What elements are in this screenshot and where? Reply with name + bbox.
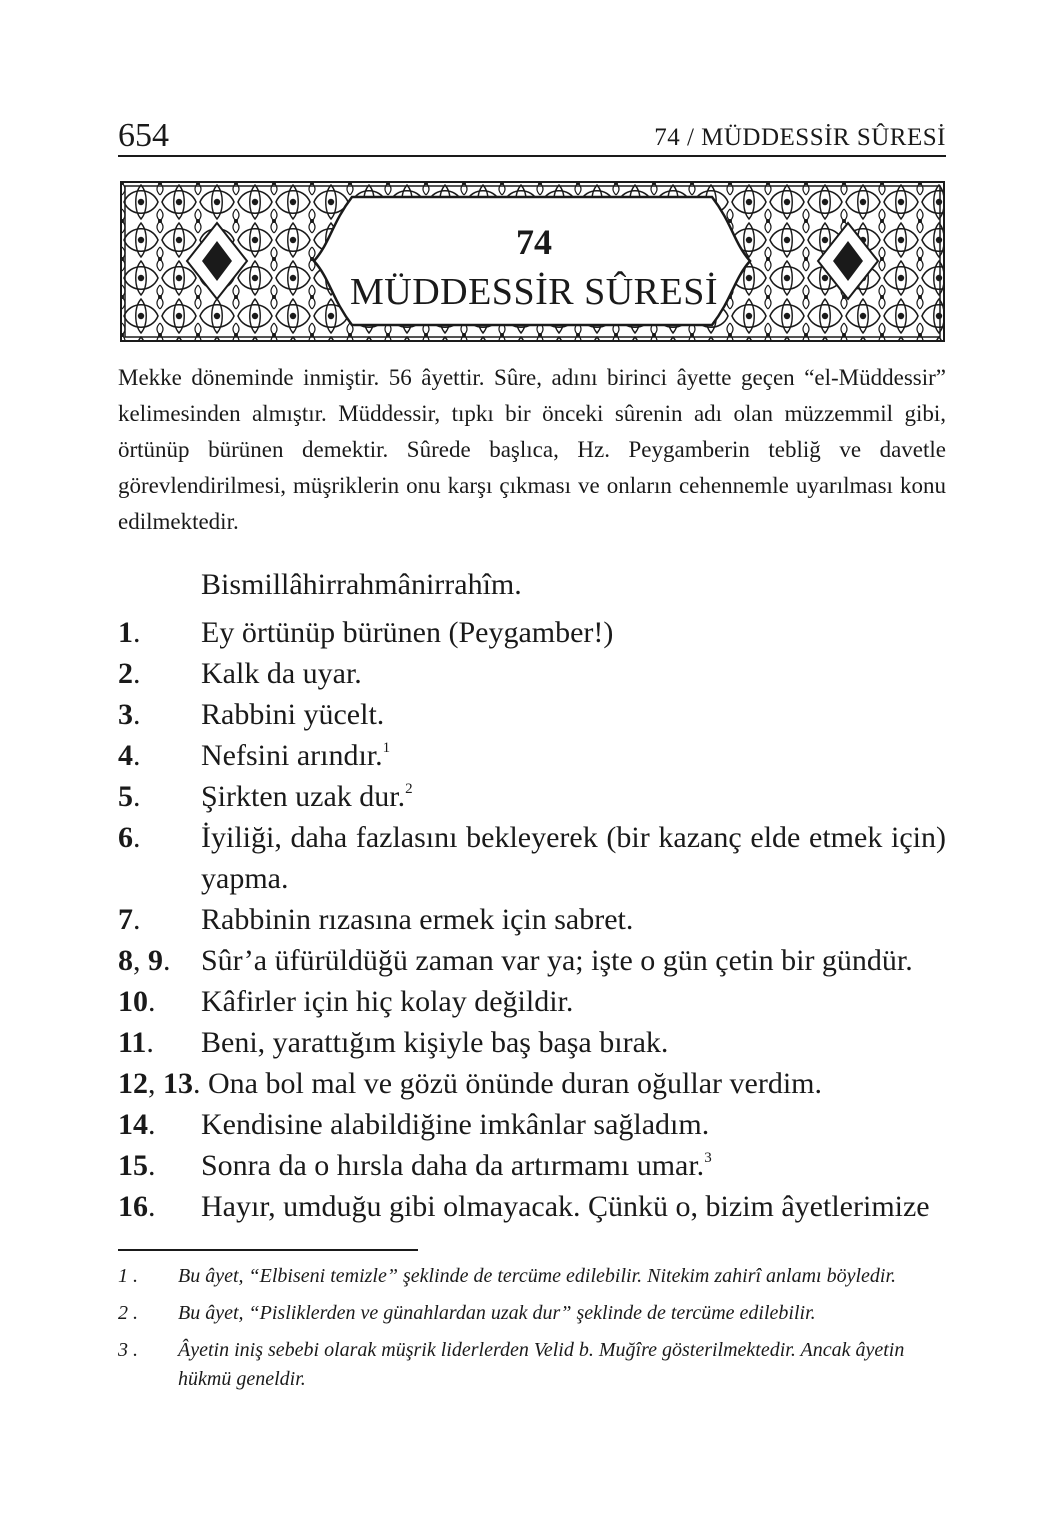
verse-text: İyiliği, daha fazlasını bekleyerek (bir kazanç elde etmek için) yapma. [201, 821, 946, 895]
verse-number: 2. [118, 657, 141, 690]
verse-number: 4. [118, 739, 141, 772]
footnote-text: Bu âyet, “Pisliklerden ve günahlardan uzak dur” şeklinde de tercüme edilebilir. [178, 1302, 816, 1324]
header-rule [118, 155, 946, 157]
verse-5 [118, 776, 946, 817]
verse-text: Rabbinin rızasına ermek için sabret. [201, 903, 634, 936]
verse-14 [118, 1104, 946, 1145]
surah-number: 74 [516, 222, 552, 262]
footnote-text: Âyetin iniş sebebi olarak müşrik liderlerden Velid b. Muğîre gösterilmektedir. Ancak âyetin hükmü geneldir. [178, 1339, 905, 1390]
verse-4 [118, 735, 946, 776]
footnote-number: 2 . [118, 1302, 138, 1324]
verse-2 [118, 653, 946, 694]
verse-3 [118, 694, 946, 735]
footnote-number: 1 . [118, 1265, 138, 1287]
footnotes [118, 1262, 946, 1402]
surah-intro [118, 360, 946, 540]
running-head: 74 / MÜDDESSİR SÛRESİ [654, 124, 946, 151]
footnote-2 [118, 1299, 946, 1328]
verse-number: 10. [118, 985, 156, 1018]
footnote-number: 3 . [118, 1339, 138, 1361]
verse-number: 3. [118, 698, 141, 731]
verse-16 [118, 1186, 946, 1227]
verse-6 [118, 817, 946, 899]
page-number: 654 [118, 117, 169, 154]
verse-text: Kâfirler için hiç kolay değildir. [201, 985, 574, 1018]
verse-text: Şirkten uzak dur.$^2$ [201, 780, 413, 813]
verse-number: 5. [118, 780, 141, 813]
footnote-ref: 3 [704, 1150, 712, 1166]
basmala: Bismillâhirrahmânirrahîm. [201, 568, 522, 601]
footnote-text: Bu âyet, “Elbiseni temizle” şeklinde de tercüme edilebilir. Nitekim zahirî anlamı böyledir. [178, 1265, 897, 1287]
footnote-3 [118, 1336, 946, 1394]
verse-text: Beni, yarattığım kişiyle baş başa bırak. [201, 1026, 669, 1059]
verse-number: 15. [118, 1149, 156, 1182]
verse-8-9 [118, 940, 946, 981]
verse-text: Ona bol mal ve gözü önünde duran oğullar verdim. [208, 1067, 823, 1100]
verse-number: 7. [118, 903, 141, 936]
footnote-ref: 2 [405, 781, 413, 797]
verse-text: Hayır, umduğu gibi olmayacak. Çünkü o, bizim âyetlerimize [201, 1190, 930, 1223]
footnote-rule [118, 1249, 418, 1251]
intro-text: Mekke döneminde inmiştir. 56 âyettir. Sûre, adını birinci âyette geçen “el-Müddessir” kelimesinden almıştır. Müddessir, tıpkı bir önceki sûrenin adı olan müzzemmil gibi, örtünüp bürünen demektir. Sûrede başlıca, Hz. Peygamberin tebliğ ve davetle görevlendirilmesi, müşriklerin onu karşı çıkması ve onların cehennemle uyarılması konu edilmektedir. [118, 365, 946, 534]
verse-12-13 [118, 1063, 946, 1104]
verse-number: 11. [118, 1026, 154, 1059]
verse-text: Rabbini yücelt. [201, 698, 385, 731]
verse-list [118, 612, 946, 1227]
verse-number: 14. [118, 1108, 156, 1141]
verse-15 [118, 1145, 946, 1186]
footnote-1 [118, 1262, 946, 1291]
verse-text: Sonra da o hırsla daha da artırmamı umar.$^3$ [201, 1149, 712, 1182]
verse-number: 12, 13. [118, 1067, 208, 1100]
surah-banner [120, 181, 945, 342]
verse-number: 8, 9. [118, 944, 171, 977]
verse-10 [118, 981, 946, 1022]
surah-name: MÜDDESSİR SÛRESİ [349, 271, 719, 313]
footnote-ref: 1 [382, 740, 391, 756]
verse-11 [118, 1022, 946, 1063]
cartouche [320, 198, 748, 326]
verse-number: 6. [118, 821, 141, 854]
verse-text: Sûr’a üfürüldüğü zaman var ya; işte o gün çetin bir gündür. [201, 944, 913, 977]
verse-7 [118, 899, 946, 940]
verse-1 [118, 612, 946, 653]
verse-text: Kendisine alabildiğine imkânlar sağladım. [201, 1108, 710, 1141]
verse-text: Kalk da uyar. [201, 657, 362, 690]
verse-number: 16. [118, 1190, 156, 1223]
page-header [118, 112, 946, 156]
verse-text: Ey örtünüp bürünen (Peygamber!) [201, 616, 614, 649]
verse-number: 1. [118, 616, 141, 649]
verse-text: Nefsini arındır.$^1$ [201, 739, 391, 772]
